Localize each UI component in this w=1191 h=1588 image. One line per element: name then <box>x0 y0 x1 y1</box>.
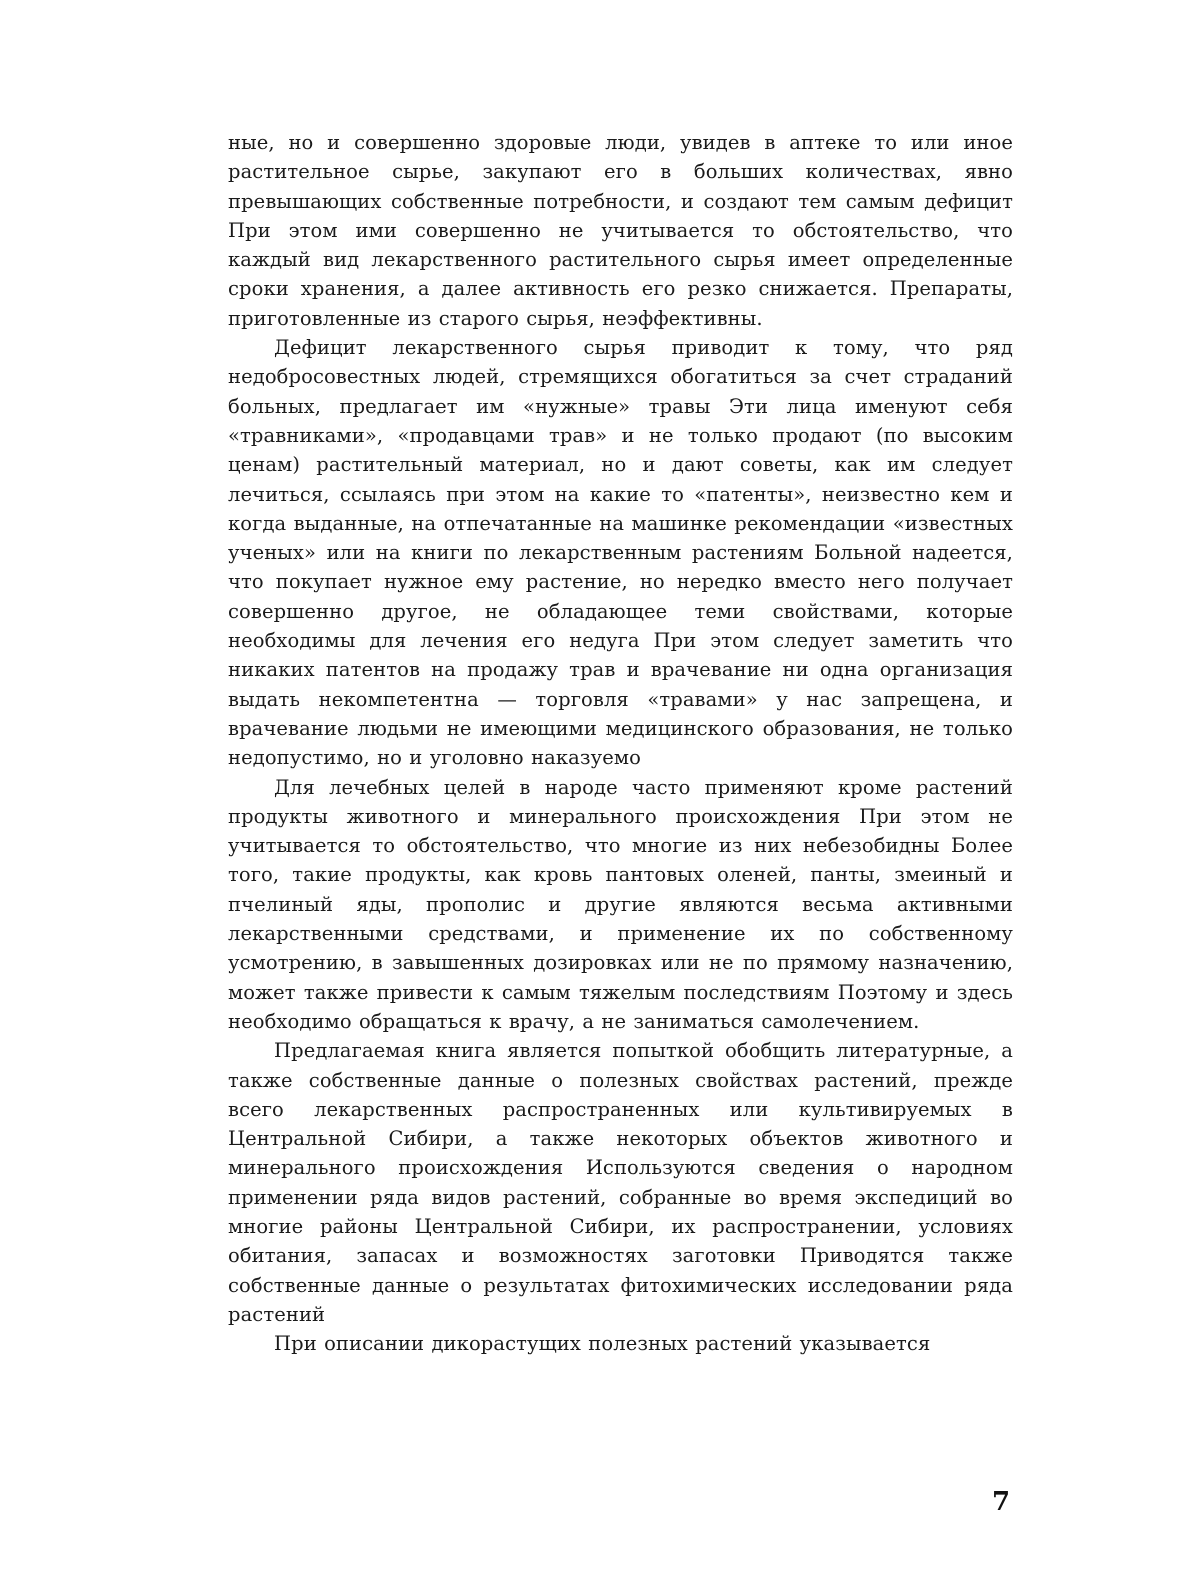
body-text <box>228 128 1013 1358</box>
paragraph-3: Для лечебных целей в народе часто применяют кроме растений продукты животного и минерального происхождения При этом не учитывается то обстоятельство, что многие из них небезобидны Более того, такие продукты, как кровь пантовых оленей, панты, змеиный и пчелиный яды, прополис и другие являются весьма активными лекарственными средствами, и применение их по собственному усмотрению, в завышенных дозировках или не по прямому назначению, может также привести к самым тяжелым последствиям Поэтому и здесь необходимо обращаться к врачу, а не заниматься самолечением. <box>228 775 1013 1033</box>
paragraph-2: Дефицит лекарственного сырья приводит к тому, что ряд недобросовестных людей, стремящихся обогатиться за счет страданий больных, предлагает им «нужные» травы Эти лица именуют себя «травниками», «продавцами трав» и не только продают (по высоким ценам) растительный материал, но и дают советы, как им следует лечиться, ссылаясь при этом на какие то «патенты», неизвестно кем и когда выданные, на отпечатанные на машинке рекомендации «известных ученых» или на книги по лекарственным растениям Больной надеется, что покупает нужное ему растение, но нередко вместо него получает совершенно другое, не обладающее теми свойствами, которые необходимы для лечения его недуга При этом следует заметить что никаких патентов на продажу трав и врачевание ни одна организация выдать некомпетентна — торговля «травами» у нас запрещена, и врачевание людьми не имеющими медицинского образования, не только недопустимо, но и уголовно наказуемо <box>228 336 1013 770</box>
paragraph-5: При описании дикорастущих полезных растений указывается <box>274 1332 931 1356</box>
paragraph-1: ные, но и совершенно здоровые люди, увидев в аптеке то или иное растительное сырье, закупают его в больших количествах, явно превышающих собственные потребности, и создают тем самым дефицит При этом ими совершенно не учитывается то обстоятельство, что каждый вид лекарственного растительного сырья имеет определенные сроки хранения, а далее активность его резко снижается. Препараты, приготовленные из старого сырья, неэффективны. <box>228 131 1013 330</box>
paragraph-4: Предлагаемая книга является попыткой обобщить литературные, а также собственные данные о полезных свойствах растений, прежде всего лекарственных распространенных или культивируемых в Центральной Сибири, а также некоторых объектов животного и минерального происхождения Используются сведения о народном применении ряда видов растений, собранные во время экспедиций во многие районы Центральной Сибири, их распространении, условиях обитания, запасах и возможностях заготовки Приводятся также собственные данные о результатах фитохимических исследовании ряда растений <box>228 1039 1013 1326</box>
page-number: 7 <box>992 1487 1011 1517</box>
